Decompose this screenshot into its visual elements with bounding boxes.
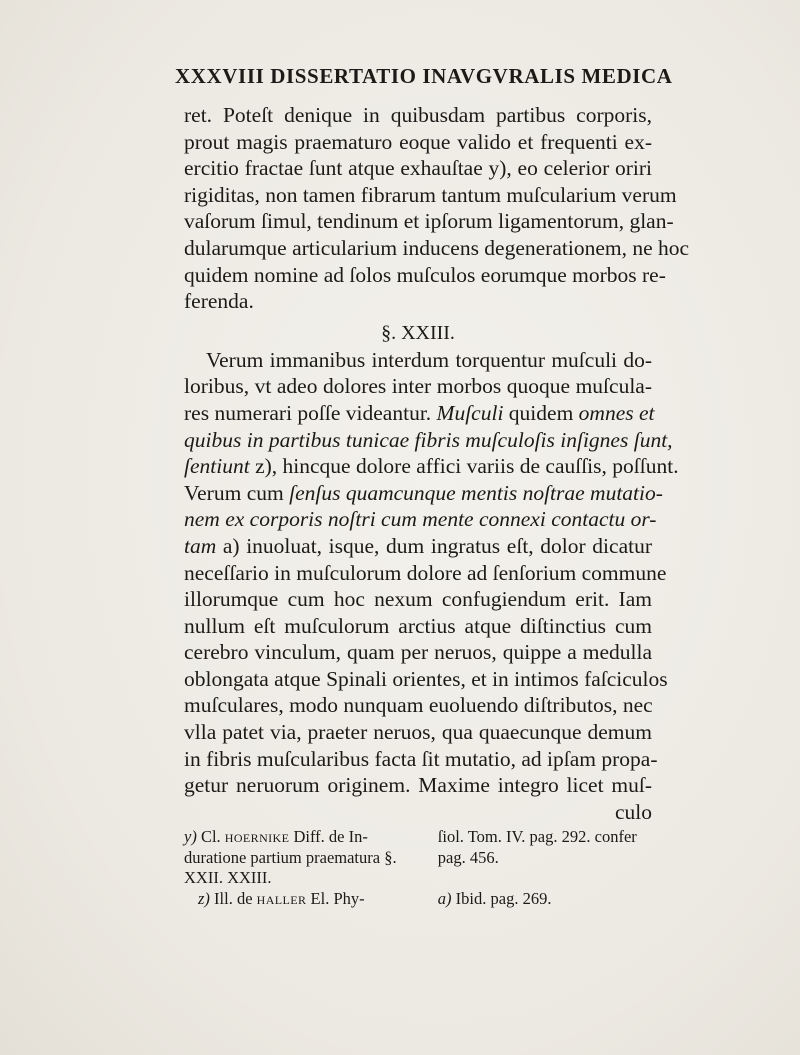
text-segment: Verum cum bbox=[184, 480, 290, 505]
text-line: illorumque cum hoc nexum confugiendum erit. Iam bbox=[184, 587, 652, 612]
footnote-mark: z) bbox=[198, 888, 210, 908]
text-line bbox=[184, 506, 657, 533]
italic-segment: Muſculi bbox=[436, 400, 504, 425]
footnote-text: El. Phy- bbox=[306, 888, 365, 908]
footnotes bbox=[184, 827, 654, 909]
text-line: prout magis praematuro eoque valido et frequenti ex- bbox=[184, 129, 652, 154]
text-line: oblongata atque Spinali orientes, et in intimos faſciculos bbox=[184, 666, 668, 691]
footnote-row bbox=[184, 868, 654, 889]
footnote-text: Ill. de bbox=[209, 888, 257, 908]
text-line bbox=[184, 453, 679, 480]
text-line: getur neruorum originem. Maxime integro licet muſ- bbox=[184, 773, 652, 798]
italic-segment: tam bbox=[184, 533, 217, 558]
footnote-row bbox=[184, 827, 654, 848]
italic-segment: quibus in partibus tunicae fibris muſculoſis inſignes ſunt, bbox=[184, 427, 673, 452]
italic-segment: omnes et bbox=[578, 400, 655, 425]
text-line: loribus, vt adeo dolores inter morbos quoque muſcula- bbox=[184, 374, 652, 399]
text-line: ercitio fractae ſunt atque exhauſtae y), eo celerior oriri bbox=[184, 156, 652, 181]
italic-segment: nem ex corporis noſtri cum mente connexi contactu or- bbox=[184, 507, 657, 532]
footnote-mark: y) bbox=[184, 827, 197, 846]
catchword: culo bbox=[614, 799, 652, 824]
footnote-row bbox=[184, 848, 654, 869]
footnote-y-cont: ſiol. Tom. IV. pag. 292. confer bbox=[437, 827, 637, 846]
footnote-text: duratione partium praematura §. bbox=[184, 847, 397, 867]
running-header: XXXVIII DISSERTATIO INAVGVRALIS MEDICA bbox=[175, 64, 673, 88]
text-line: vlla patet via, praeter neruos, qua quaecunque demum bbox=[184, 720, 652, 745]
footnote-text: pag. 456. bbox=[437, 847, 499, 867]
author-name: haller bbox=[256, 888, 307, 908]
text-line: vaſorum ſimul, tendinum et ipſorum ligamentorum, glan- bbox=[184, 209, 674, 234]
text-line: ret. Poteſt denique in quibusdam partibus corporis, bbox=[184, 103, 652, 127]
section-heading: §. XXIII. bbox=[381, 321, 455, 344]
text-line: ferenda. bbox=[184, 289, 254, 314]
text-segment: quidem bbox=[503, 400, 579, 425]
text-line: in fibris muſcularibus facta ſit mutatio, ad ipſam propa- bbox=[184, 746, 658, 771]
footnote-y bbox=[184, 827, 438, 848]
italic-segment: ſenſus quamcunque mentis noſtrae mutatio- bbox=[289, 480, 663, 505]
text-line: cerebro vinculum, quam per neruos, quippe a medulla bbox=[184, 640, 652, 665]
footnote-text: XXII. XXIII. bbox=[184, 868, 272, 887]
text-line bbox=[184, 533, 652, 560]
text-line bbox=[184, 400, 655, 427]
text-line bbox=[184, 427, 673, 454]
footnote-text: Diff. de In- bbox=[289, 827, 368, 846]
text-line: dularumque articularium inducens degenerationem, ne hoc bbox=[184, 235, 690, 260]
text-line: nullum eſt muſculorum arctius atque diſtinctius cum bbox=[184, 613, 652, 638]
text-line: quidem nomine ad ſolos muſculos eorumque morbos re- bbox=[184, 262, 666, 287]
text-segment: a) inuoluat, isque, dum ingratus eſt, dolor dicatur bbox=[216, 533, 652, 558]
footnote-a bbox=[438, 889, 654, 910]
text-line: neceſſario in muſculorum dolore ad ſenſorium commune bbox=[184, 560, 667, 585]
text-line: rigiditas, non tamen fibrarum tantum muſcularium verum bbox=[184, 182, 677, 207]
main-text bbox=[184, 102, 690, 825]
footnote-row bbox=[184, 889, 654, 910]
author-name: hoernike bbox=[224, 827, 290, 846]
text-line: Verum immanibus interdum torquentur muſculi do- bbox=[206, 347, 652, 372]
footnote-text: Cl. bbox=[196, 827, 225, 846]
text-segment: z), hincque dolore affici variis de cauſſis, poſſunt. bbox=[249, 454, 679, 479]
text-line bbox=[184, 480, 663, 507]
footnote-mark: a) bbox=[437, 888, 452, 908]
footnote-text: Ibid. pag. 269. bbox=[451, 888, 552, 908]
text-segment: res numerari poſſe videantur. bbox=[184, 400, 432, 425]
footnote-z bbox=[184, 889, 438, 910]
text-line: muſculares, modo nunquam euoluendo diſtributos, nec bbox=[184, 693, 653, 718]
italic-segment: ſentiunt bbox=[184, 454, 250, 479]
